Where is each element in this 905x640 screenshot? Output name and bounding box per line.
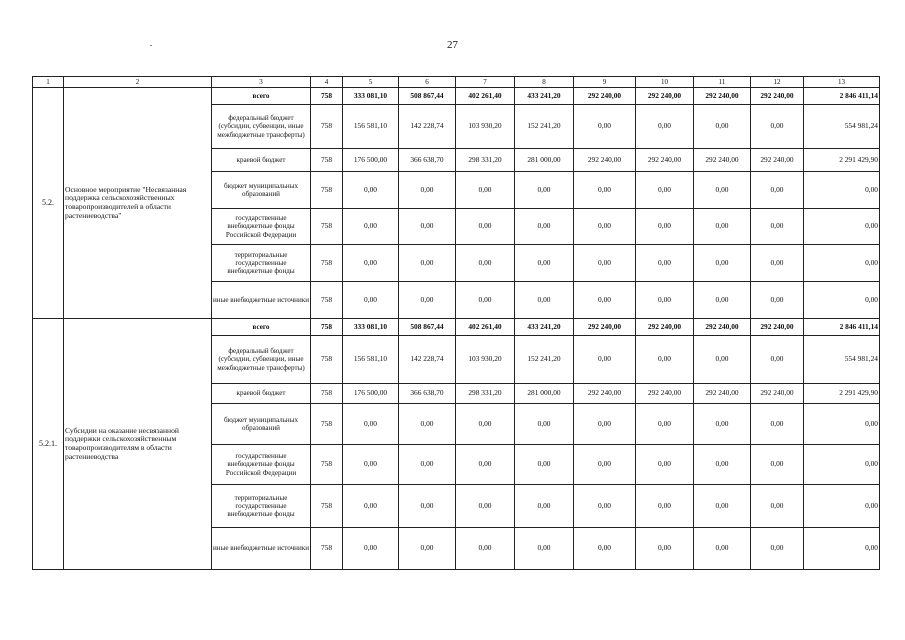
amount-cell: 0,00	[456, 528, 515, 570]
grbs-code-cell: 758	[311, 404, 343, 445]
funding-source: бюджет муниципальных образований	[212, 404, 311, 445]
amount-cell: 0,00	[804, 245, 880, 282]
amount-cell: 554 981,24	[804, 336, 880, 384]
table-row	[33, 88, 880, 105]
amount-cell: 292 240,00	[574, 88, 636, 105]
amount-cell: 0,00	[694, 445, 751, 485]
amount-cell: 0,00	[636, 105, 694, 149]
funding-source: иные внебюджетные источники	[212, 528, 311, 570]
funding-source: государственные внебюджетные фонды Российской Федерации	[212, 209, 311, 245]
amount-cell: 0,00	[694, 172, 751, 209]
column-number-7: 7	[456, 77, 515, 88]
column-number-4: 4	[311, 77, 343, 88]
amount-cell: 0,00	[804, 485, 880, 528]
amount-cell: 292 240,00	[636, 319, 694, 336]
amount-cell: 402 261,40	[456, 88, 515, 105]
amount-cell: 281 000,00	[515, 149, 574, 172]
amount-cell: 0,00	[515, 485, 574, 528]
amount-cell: 0,00	[399, 485, 456, 528]
amount-cell: 0,00	[574, 445, 636, 485]
column-number-8: 8	[515, 77, 574, 88]
item-name: Субсидии на оказание несвязанной поддержки сельскохозяйственным товаропроизводителям в области растениеводства	[64, 319, 212, 570]
amount-cell: 281 000,00	[515, 384, 574, 404]
amount-cell: 0,00	[399, 528, 456, 570]
grbs-code-cell: 758	[311, 88, 343, 105]
amount-cell: 0,00	[694, 404, 751, 445]
amount-cell: 0,00	[343, 172, 399, 209]
amount-cell: 0,00	[343, 528, 399, 570]
column-number-13: 13	[804, 77, 880, 88]
amount-cell: 292 240,00	[751, 88, 804, 105]
grbs-code-cell: 758	[311, 319, 343, 336]
amount-cell: 0,00	[574, 245, 636, 282]
grbs-code-cell: 758	[311, 336, 343, 384]
grbs-code-cell: 758	[311, 149, 343, 172]
amount-cell: 0,00	[515, 528, 574, 570]
column-number-10: 10	[636, 77, 694, 88]
amount-cell: 0,00	[636, 282, 694, 319]
funding-source: федеральный бюджет (субсидии, субвенции, иные межбюджетные трансферты)	[212, 105, 311, 149]
amount-cell: 0,00	[751, 404, 804, 445]
item-code: 5.2.1.	[33, 319, 64, 570]
amount-cell: 156 581,10	[343, 105, 399, 149]
amount-cell: 0,00	[399, 209, 456, 245]
amount-cell: 0,00	[343, 209, 399, 245]
amount-cell: 554 981,24	[804, 105, 880, 149]
amount-cell: 176 500,00	[343, 384, 399, 404]
amount-cell: 0,00	[574, 209, 636, 245]
amount-cell: 292 240,00	[636, 88, 694, 105]
funding-source: всего	[212, 88, 311, 105]
amount-cell: 0,00	[694, 105, 751, 149]
table-row	[33, 319, 880, 336]
amount-cell: 0,00	[574, 485, 636, 528]
amount-cell: 402 261,40	[456, 319, 515, 336]
amount-cell: 298 331,20	[456, 149, 515, 172]
amount-cell: 0,00	[751, 172, 804, 209]
amount-cell: 142 228,74	[399, 336, 456, 384]
amount-cell: 0,00	[751, 245, 804, 282]
amount-cell: 0,00	[456, 209, 515, 245]
grbs-code-cell: 758	[311, 105, 343, 149]
amount-cell: 508 867,44	[399, 319, 456, 336]
amount-cell: 0,00	[694, 209, 751, 245]
item-name: Основное мероприятие "Несвязанная поддержка сельскохозяйственных товаропроизводителей в области растениеводства"	[64, 88, 212, 319]
amount-cell: 0,00	[456, 245, 515, 282]
amount-cell: 0,00	[515, 404, 574, 445]
amount-cell: 0,00	[751, 528, 804, 570]
column-number-12: 12	[751, 77, 804, 88]
grbs-code-cell: 758	[311, 485, 343, 528]
column-number-3: 3	[212, 77, 311, 88]
amount-cell: 333 081,10	[343, 319, 399, 336]
amount-cell: 292 240,00	[694, 384, 751, 404]
amount-cell: 366 638,70	[399, 149, 456, 172]
amount-cell: 292 240,00	[636, 384, 694, 404]
amount-cell: 0,00	[804, 282, 880, 319]
column-number-5: 5	[343, 77, 399, 88]
amount-cell: 0,00	[343, 282, 399, 319]
amount-cell: 0,00	[343, 485, 399, 528]
amount-cell: 0,00	[804, 445, 880, 485]
amount-cell: 176 500,00	[343, 149, 399, 172]
amount-cell: 0,00	[399, 282, 456, 319]
amount-cell: 0,00	[751, 209, 804, 245]
amount-cell: 292 240,00	[636, 149, 694, 172]
funding-source: краевой бюджет	[212, 384, 311, 404]
funding-source: территориальные государственные внебюджетные фонды	[212, 245, 311, 282]
amount-cell: 0,00	[751, 105, 804, 149]
funding-source: федеральный бюджет (субсидии, субвенции, иные межбюджетные трансферты)	[212, 336, 311, 384]
amount-cell: 508 867,44	[399, 88, 456, 105]
amount-cell: 0,00	[515, 445, 574, 485]
amount-cell: 0,00	[636, 209, 694, 245]
amount-cell: 292 240,00	[694, 319, 751, 336]
grbs-code-cell: 758	[311, 528, 343, 570]
amount-cell: 0,00	[636, 404, 694, 445]
amount-cell: 0,00	[636, 172, 694, 209]
grbs-code-cell: 758	[311, 445, 343, 485]
amount-cell: 292 240,00	[694, 88, 751, 105]
amount-cell: 292 240,00	[574, 149, 636, 172]
item-code: 5.2.	[33, 88, 64, 319]
funding-source: иные внебюджетные источники	[212, 282, 311, 319]
amount-cell: 0,00	[636, 445, 694, 485]
amount-cell: 292 240,00	[751, 384, 804, 404]
amount-cell: 103 930,20	[456, 105, 515, 149]
amount-cell: 103 930,20	[456, 336, 515, 384]
amount-cell: 0,00	[751, 485, 804, 528]
amount-cell: 0,00	[515, 209, 574, 245]
amount-cell: 0,00	[751, 282, 804, 319]
amount-cell: 152 241,20	[515, 105, 574, 149]
column-number-9: 9	[574, 77, 636, 88]
amount-cell: 0,00	[574, 336, 636, 384]
amount-cell: 0,00	[694, 485, 751, 528]
amount-cell: 0,00	[694, 282, 751, 319]
amount-cell: 0,00	[456, 404, 515, 445]
budget-table	[32, 76, 880, 570]
amount-cell: 2 291 429,90	[804, 384, 880, 404]
amount-cell: 0,00	[343, 404, 399, 445]
amount-cell: 142 228,74	[399, 105, 456, 149]
amount-cell: 0,00	[636, 336, 694, 384]
amount-cell: 0,00	[515, 282, 574, 319]
amount-cell: 0,00	[636, 528, 694, 570]
amount-cell: 0,00	[456, 445, 515, 485]
grbs-code-cell: 758	[311, 172, 343, 209]
amount-cell: 0,00	[399, 245, 456, 282]
amount-cell: 2 291 429,90	[804, 149, 880, 172]
amount-cell: 0,00	[751, 445, 804, 485]
amount-cell: 0,00	[399, 404, 456, 445]
amount-cell: 0,00	[343, 445, 399, 485]
column-header-row	[33, 77, 880, 88]
amount-cell: 366 638,70	[399, 384, 456, 404]
amount-cell: 292 240,00	[694, 149, 751, 172]
amount-cell: 292 240,00	[751, 149, 804, 172]
amount-cell: 433 241,20	[515, 319, 574, 336]
amount-cell: 0,00	[456, 172, 515, 209]
amount-cell: 298 331,20	[456, 384, 515, 404]
amount-cell: 292 240,00	[574, 384, 636, 404]
funding-source: краевой бюджет	[212, 149, 311, 172]
amount-cell: 433 241,20	[515, 88, 574, 105]
amount-cell: 0,00	[574, 172, 636, 209]
grbs-code-cell: 758	[311, 384, 343, 404]
amount-cell: 292 240,00	[574, 319, 636, 336]
amount-cell: 0,00	[343, 245, 399, 282]
amount-cell: 2 846 411,14	[804, 88, 880, 105]
amount-cell: 0,00	[804, 528, 880, 570]
amount-cell: 0,00	[636, 485, 694, 528]
amount-cell: 333 081,10	[343, 88, 399, 105]
amount-cell: 0,00	[694, 336, 751, 384]
column-number-6: 6	[399, 77, 456, 88]
amount-cell: 0,00	[515, 245, 574, 282]
amount-cell: 0,00	[574, 105, 636, 149]
amount-cell: 0,00	[804, 404, 880, 445]
funding-source: всего	[212, 319, 311, 336]
grbs-code-cell: 758	[311, 282, 343, 319]
column-number-11: 11	[694, 77, 751, 88]
column-number-2: 2	[64, 77, 212, 88]
amount-cell: 292 240,00	[751, 319, 804, 336]
amount-cell: 156 581,10	[343, 336, 399, 384]
amount-cell: 0,00	[694, 245, 751, 282]
amount-cell: 0,00	[456, 485, 515, 528]
grbs-code-cell: 758	[311, 245, 343, 282]
grbs-code-cell: 758	[311, 209, 343, 245]
amount-cell: 0,00	[636, 245, 694, 282]
page-number: 27	[447, 39, 458, 51]
amount-cell: 0,00	[574, 404, 636, 445]
table-body	[33, 77, 880, 570]
amount-cell: 0,00	[751, 336, 804, 384]
amount-cell: 2 846 411,14	[804, 319, 880, 336]
funding-source: территориальные государственные внебюджетные фонды	[212, 485, 311, 528]
amount-cell: 152 241,20	[515, 336, 574, 384]
amount-cell: 0,00	[515, 172, 574, 209]
funding-source: государственные внебюджетные фонды Российской Федерации	[212, 445, 311, 485]
funding-source: бюджет муниципальных образований	[212, 172, 311, 209]
amount-cell: 0,00	[574, 282, 636, 319]
amount-cell: 0,00	[574, 528, 636, 570]
amount-cell: 0,00	[804, 172, 880, 209]
amount-cell: 0,00	[399, 445, 456, 485]
amount-cell: 0,00	[456, 282, 515, 319]
amount-cell: 0,00	[399, 172, 456, 209]
column-number-1: 1	[33, 77, 64, 88]
amount-cell: 0,00	[694, 528, 751, 570]
amount-cell: 0,00	[804, 209, 880, 245]
